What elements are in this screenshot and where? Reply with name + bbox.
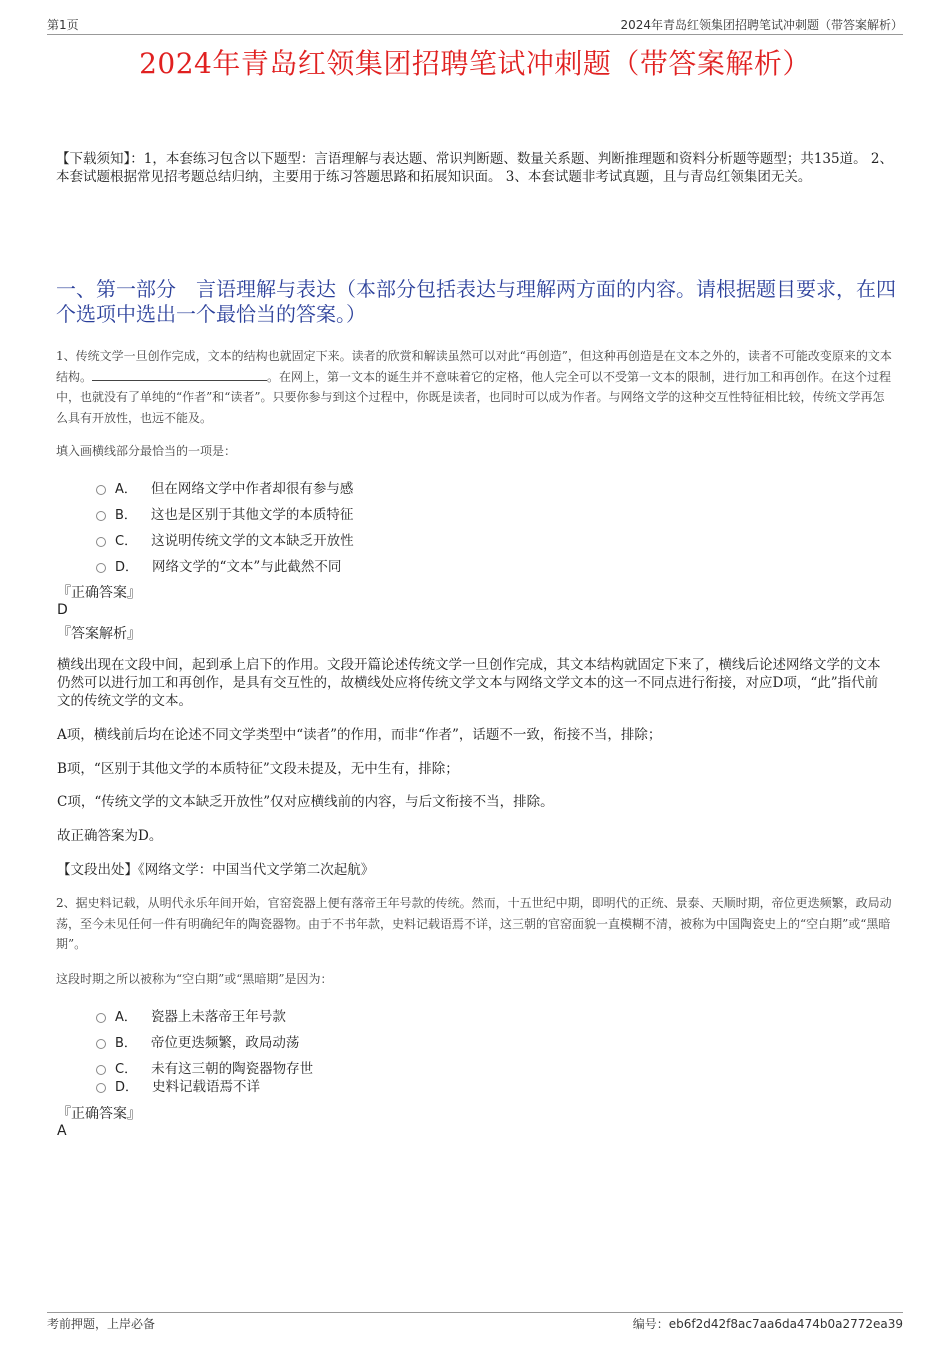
radio-icon[interactable] [96,1065,106,1075]
option-text: 这也是区别于其他文学的本质特征 [150,507,354,523]
code-value: eb6f2d42f8ac7aa6da474b0a2772ea39 [668,1317,903,1331]
radio-icon[interactable] [96,537,106,547]
download-notice: 【下载须知】：1，本套练习包含以下题型：言语理解与表达题、常识判断题、数量关系题、判断推理题和资料分析题等题型；共135道。 2、本套试题根据常见招考题总结归纳，主要用于练习答题思路和拓展知识面。 3、本套试题非考试真题，且与青岛红领集团无关。 [56,151,893,185]
page-footer [47,1312,903,1333]
fill-blank [92,368,267,381]
question-1-text-after: 。在网上，第一文本的诞生并不意味着它的定格，他人完全可以不受第一文本的限制，进行加工和再创作。在这个过程中，也就没有了单纯的“作者”和“读者”。只要你参与到这个过程中，你既是读者，也同时可以成为作者。与网络文学的这种交互性特征相比较，传统文学再怎么具有开放性，也远不能及。 [56,369,892,425]
page-header [47,12,903,35]
correct-answer-label: 『正确答案』 [57,1106,141,1122]
question-2-prompt: 这段时期之所以被称为“空白期”或“黑暗期”是因为： [56,972,333,986]
option-text: 这说明传统文学的文本缺乏开放性 [151,533,354,549]
question-1-option-a[interactable] [96,477,353,497]
analysis-paragraph: C项，“传统文学的文本缺乏开放性”仅对应横线前的内容，与后文衔接不当，排除。 [57,794,554,810]
footer-slogan: 考前押题，上岸必备 [47,1317,156,1331]
question-2-text: 2、据史料记载，从明代永乐年间开始，官窑瓷器上便有落帝王年号款的传统。然而，十五世纪中期，即明代的正统、景泰、天顺时期，帝位更迭频繁，政局动荡，至今未见任何一件有明确纪年的陶瓷器物。由于不书年款，史料记载语焉不详，这三朝的官窑面貌一直模糊不清，被称为中国陶瓷史上的“空白期”或“黑暗期”。 [56,896,892,951]
option-letter: C． [115,1061,138,1077]
option-letter: B． [115,1035,137,1051]
option-letter: D． [115,559,139,575]
analysis-paragraph: A项，横线前后均在论述不同文学类型中“读者”的作用，而非“作者”，话题不一致，衔接不当，排除； [57,727,662,743]
option-letter: C． [115,533,138,549]
option-text: 瓷器上未落帝王年号款 [150,1009,286,1025]
option-letter: A． [115,1009,137,1025]
passage-source: 【文段出处】《网络文学：中国当代文学第二次起航》 [57,862,375,878]
radio-icon[interactable] [96,1013,106,1023]
question-2-option-d[interactable] [96,1075,260,1095]
option-letter: A． [115,481,137,497]
header-doc-title: 2024年青岛红领集团招聘笔试冲刺题（带答案解析） [620,18,903,32]
code-label: 编号： [632,1317,669,1331]
correct-answer: A [57,1123,67,1139]
question-1-option-b[interactable] [96,503,353,523]
analysis-paragraph: B项，“区别于其他文学的本质特征”文段未提及，无中生有，排除； [57,761,459,777]
page-number: 第1页 [47,18,79,32]
option-letter: D． [115,1079,139,1095]
question-2-option-b[interactable] [96,1031,299,1051]
page-title: 2024年青岛红领集团招聘笔试冲刺题（带答案解析） [139,47,811,80]
radio-icon[interactable] [96,1039,106,1049]
option-text: 史料记载语焉不详 [152,1079,261,1095]
radio-icon[interactable] [96,563,106,573]
question-1-text [56,346,896,428]
question-2-option-c[interactable] [96,1057,313,1077]
correct-answer: D [57,602,68,618]
radio-icon[interactable] [96,485,106,495]
analysis-label: 『答案解析』 [57,626,141,642]
radio-icon[interactable] [96,1083,106,1093]
option-text: 帝位更迭频繁，政局动荡 [150,1035,300,1051]
question-1-text-before: 1、传统文学一旦创作完成，文本的结构也就固定下来。读者的欣赏和解读虽然可以对此“再创造”，但这种再创造是在文本之外的，读者不可能改变原来的文本结构。 [56,349,892,384]
section-title: 一、第一部分 言语理解与表达（本部分包括表达与理解两方面的内容。请根据题目要求，在四个选项中选出一个最恰当的答案。） [56,277,896,326]
option-text: 但在网络文学中作者却很有参与感 [150,481,354,497]
analysis-paragraph: 横线出现在文段中间，起到承上启下的作用。文段开篇论述传统文学一旦创作完成，其文本结构就固定下来了，横线后论述网络文学的文本仍然可以进行加工和再创作，是具有交互性的，故横线处应将传统文学文本与网络文学文本的这一不同点进行衔接，对应D项，“此”指代前文的传统文学的文本。 [57,657,881,709]
question-1-option-d[interactable] [96,555,341,575]
question-1-prompt: 填入画横线部分最恰当的一项是： [56,444,237,458]
analysis-conclusion: 故正确答案为D。 [57,828,163,844]
question-1-option-c[interactable] [96,529,354,549]
correct-answer-label: 『正确答案』 [57,585,141,601]
question-2-option-a[interactable] [96,1005,286,1025]
option-text: 网络文学的“文本”与此截然不同 [152,559,342,575]
radio-icon[interactable] [96,511,106,521]
document-code [633,1315,903,1332]
option-text: 未有这三朝的陶瓷器物存世 [151,1061,314,1077]
option-letter: B． [115,507,137,523]
